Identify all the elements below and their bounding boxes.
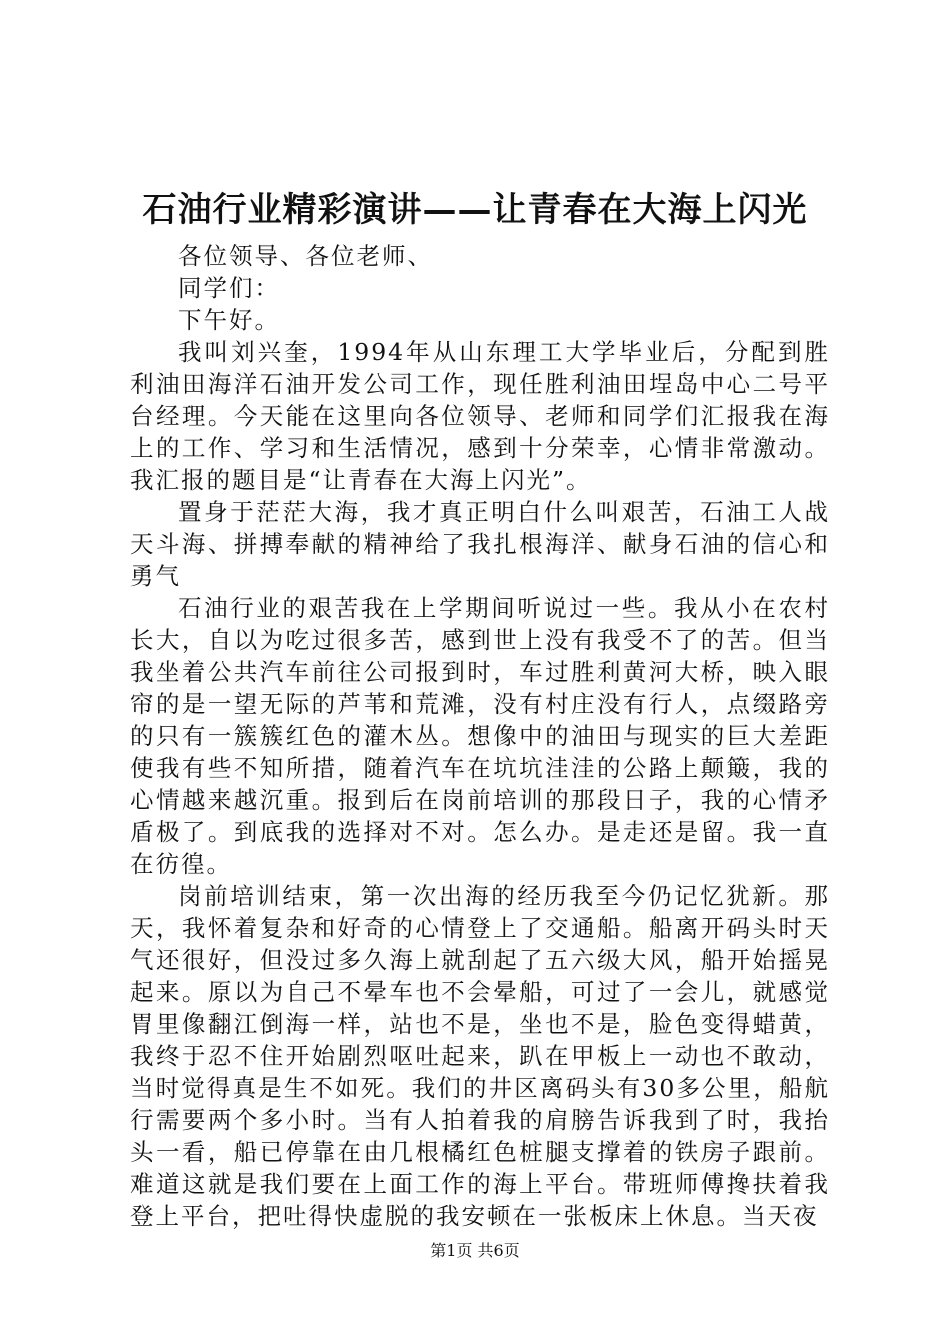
- greeting-line-2: 同学们：: [178, 274, 280, 302]
- paragraph-first-voyage: 岗前培训结束，第一次出海的经历我至今仍记忆犹新。那天，我怀着复杂和好奇的心情登上了交通船。船离开码头时天气还很好，但没过多久海上就刮起了五六级大风，船开始摇晃起来。原以为自己不晕车也不会晕船，可过了一会儿，就感觉胃里像翻江倒海一样，站也不是，坐也不是，脸色变得蜡黄，我终于忍不住开始剧烈呕吐起来，趴在甲板上一动也不敢动，当时觉得真是生不如死。我们的井区离码头有30多公里，船航行需要两个多小时。当有人拍着我的肩膀告诉我到了时，我抬头一看，船已停靠在由几根橘红色桩腿支撑着的铁房子跟前。难道这就是我们要在上面工作的海上平台。带班师傅搀扶着我登上平台，把吐得快虚脱的我安顿在一张板床上休息。当天夜: [130, 882, 830, 1230]
- greeting-line-1: 各位领导、各位老师、: [178, 242, 433, 270]
- page-number-footer: 第1页 共6页: [430, 1241, 520, 1260]
- document-title: 石油行业精彩演讲——让青春在大海上闪光: [142, 190, 808, 230]
- paragraph-section-heading: 置身于茫茫大海，我才真正明白什么叫艰苦，石油工人战天斗海、拼搏奉献的精神给了我扎根海洋、献身石油的信心和勇气: [130, 498, 830, 590]
- paragraph-hardship: 石油行业的艰苦我在上学期间听说过一些。我从小在农村长大，自以为吃过很多苦，感到世上没有我受不了的苦。但当我坐着公共汽车前往公司报到时，车过胜利黄河大桥，映入眼帘的是一望无际的芦苇和荒滩，没有村庄没有行人，点缀路旁的只有一簇簇红色的灌木丛。想像中的油田与现实的巨大差距使我有些不知所措，随着汽车在坑坑洼洼的公路上颠簸，我的心情越来越沉重。报到后在岗前培训的那段日子，我的心情矛盾极了。到底我的选择对不对。怎么办。是走还是留。我一直在彷徨。: [130, 594, 830, 878]
- paragraph-introduction: 我叫刘兴奎，1994年从山东理工大学毕业后，分配到胜利油田海洋石油开发公司工作，现任胜利油田埕岛中心二号平台经理。今天能在这里向各位领导、老师和同学们汇报我在海上的工作、学习和生活情况，感到十分荣幸，心情非常激动。我汇报的题目是“让青春在大海上闪光”。: [130, 338, 830, 494]
- document-body: [130, 240, 830, 1232]
- greeting-line-3: 下午好。: [178, 306, 280, 334]
